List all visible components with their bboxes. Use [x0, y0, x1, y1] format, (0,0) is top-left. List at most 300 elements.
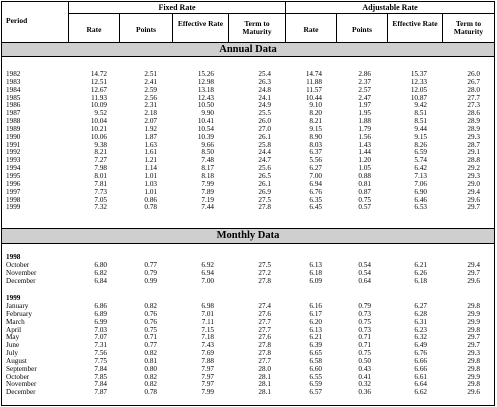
table-cell: 0.71 — [144, 333, 157, 342]
table-cell: 6.80 — [94, 261, 107, 269]
table-cell: 26.5 — [258, 171, 271, 180]
table-cell: 0.75 — [358, 349, 371, 358]
monthly-1998-adj-rate-column — [286, 262, 322, 286]
table-cell: 27.8 — [258, 341, 271, 350]
monthly-1999-adj-term-column — [443, 303, 480, 397]
table-cell: 10.09 — [90, 101, 107, 110]
table-cell: 6.76 — [309, 187, 322, 196]
table-cell: 0.80 — [144, 364, 157, 373]
table-cell: 8.18 — [201, 171, 214, 180]
table-cell: 24.4 — [258, 148, 271, 157]
table-cell: 6.90 — [414, 187, 427, 196]
table-cell: 6.92 — [201, 261, 214, 269]
table-cell: 28.9 — [467, 124, 480, 133]
table-cell: 29.9 — [467, 317, 480, 326]
table-cell: 29.8 — [467, 364, 480, 373]
table-cell: 7.32 — [94, 203, 107, 212]
table-cell: 8.21 — [94, 148, 107, 157]
table-cell: 29.2 — [467, 164, 480, 173]
table-cell: 9.90 — [201, 109, 214, 118]
table-cell: 1989 — [6, 124, 21, 133]
table-cell: 2.86 — [358, 70, 371, 78]
table-cell: 6.39 — [309, 341, 322, 350]
monthly-1999-fixed-rate-column — [69, 303, 107, 397]
adjustable-rate-group-header: Adjustable Rate — [362, 3, 418, 12]
table-cell: 27.3 — [467, 101, 480, 110]
annual-adj-points-column — [337, 71, 371, 212]
table-cell: 0.75 — [358, 317, 371, 326]
table-cell: 24.7 — [258, 156, 271, 165]
table-cell: 6.59 — [414, 148, 427, 157]
table-cell: 1987 — [6, 109, 21, 118]
table-cell: December — [6, 276, 36, 285]
table-cell: 0.75 — [144, 325, 157, 334]
monthly-1998-adj-points-column — [337, 262, 371, 286]
table-cell: 10.41 — [197, 117, 214, 126]
table-cell: 1982 — [6, 70, 21, 78]
header-divider — [228, 13, 229, 42]
table-cell: 1.95 — [358, 109, 371, 118]
table-cell: 6.55 — [309, 372, 322, 381]
table-cell: 6.23 — [414, 325, 427, 334]
table-cell: 9.38 — [94, 140, 107, 149]
table-cell: 0.77 — [144, 341, 157, 350]
table-cell: 24.8 — [258, 85, 271, 94]
table-cell: 6.64 — [414, 380, 427, 389]
table-cell: 28.6 — [467, 109, 480, 118]
table-cell: 7.87 — [94, 388, 107, 397]
table-cell: 0.81 — [358, 179, 371, 188]
table-cell: 0.76 — [144, 309, 157, 318]
table-cell: 2.56 — [144, 93, 157, 102]
table-cell: 7.69 — [201, 349, 214, 358]
period-header: Period — [6, 16, 28, 25]
table-cell: 9.44 — [414, 124, 427, 133]
table-cell: 7.43 — [201, 341, 214, 350]
table-cell: 6.86 — [94, 302, 107, 310]
table-cell: 6.16 — [309, 302, 322, 310]
table-cell: 1999 — [6, 203, 21, 212]
table-cell: 28.0 — [467, 85, 480, 94]
table-cell: 7.11 — [201, 317, 214, 326]
table-cell: 0.71 — [358, 341, 371, 350]
table-cell: June — [6, 341, 20, 350]
table-cell: November — [6, 380, 37, 389]
table-cell: 2.31 — [144, 101, 157, 110]
table-cell: 1.92 — [144, 124, 157, 133]
table-cell: 27.8 — [258, 276, 271, 285]
monthly-1998-fixed-rate-column — [69, 262, 107, 286]
table-cell: 29.3 — [467, 349, 480, 358]
table-cell: 29.3 — [467, 171, 480, 180]
table-cell: 10.06 — [90, 132, 107, 141]
table-cell: 15.26 — [197, 70, 214, 78]
fixed-term-col-header: Term to Maturity — [242, 19, 272, 36]
table-cell: 1998 — [6, 195, 21, 204]
table-cell: 9.15 — [414, 132, 427, 141]
table-cell: 2.37 — [358, 77, 371, 86]
table-cell: 6.82 — [94, 268, 107, 277]
table-cell: 0.43 — [358, 364, 371, 373]
table-cell: 0.54 — [358, 268, 371, 277]
table-cell: 27.7 — [258, 356, 271, 365]
table-cell: 0.73 — [358, 325, 371, 334]
table-cell: 1.21 — [144, 156, 157, 165]
table-cell: 0.77 — [144, 261, 157, 269]
table-cell: 12.05 — [410, 85, 427, 94]
table-cell: 0.32 — [358, 380, 371, 389]
table-cell: 0.82 — [144, 372, 157, 381]
header-divider — [119, 13, 120, 42]
year-1998-label: 1998 — [6, 253, 21, 261]
table-cell: January — [6, 302, 29, 310]
fixed-effective-col-header: Effective Rate — [177, 19, 224, 28]
table-cell: 27.7 — [258, 325, 271, 334]
mortgage-rate-table — [1, 1, 495, 406]
table-cell: 25.5 — [258, 109, 271, 118]
table-cell: 6.32 — [414, 333, 427, 342]
table-cell: 26.0 — [467, 70, 480, 78]
table-cell: 6.35 — [309, 195, 322, 204]
table-cell: 6.60 — [309, 364, 322, 373]
table-cell: 29.6 — [467, 388, 480, 397]
table-cell: 2.59 — [144, 85, 157, 94]
table-cell: 1.01 — [144, 187, 157, 196]
table-cell: 6.99 — [94, 317, 107, 326]
table-cell: 29.8 — [467, 325, 480, 334]
table-cell: 12.43 — [197, 93, 214, 102]
table-cell: 0.78 — [144, 388, 157, 397]
table-cell: 29.4 — [467, 187, 480, 196]
table-cell: 1990 — [6, 132, 21, 141]
table-cell: 28.1 — [258, 380, 271, 389]
table-cell: 29.9 — [467, 372, 480, 381]
table-cell: 6.21 — [309, 333, 322, 342]
table-cell: 0.75 — [358, 195, 371, 204]
table-cell: 7.97 — [201, 380, 214, 389]
table-cell: 10.04 — [90, 117, 107, 126]
table-cell: 10.39 — [197, 132, 214, 141]
table-cell: 0.81 — [144, 356, 157, 365]
year-1999-label: 1999 — [6, 294, 21, 302]
table-cell: 7.00 — [309, 171, 322, 180]
table-cell: 1984 — [6, 85, 21, 94]
annual-adj-effective-column — [388, 71, 427, 212]
table-cell: 7.75 — [94, 356, 107, 365]
table-cell: 2.57 — [358, 85, 371, 94]
table-cell: 9.15 — [309, 124, 322, 133]
table-cell: 0.54 — [358, 261, 371, 269]
table-cell: 27.8 — [258, 203, 271, 212]
table-cell: 7.99 — [201, 179, 214, 188]
table-cell: 7.19 — [201, 195, 214, 204]
header-divider — [285, 2, 286, 42]
table-cell: 6.61 — [414, 372, 427, 381]
table-cell: 6.45 — [309, 203, 322, 212]
table-cell: 29.8 — [467, 356, 480, 365]
table-cell: 1994 — [6, 164, 21, 173]
fixed-points-col-header: Points — [135, 25, 156, 34]
table-cell: 26.1 — [258, 179, 271, 188]
table-cell: 2.18 — [144, 109, 157, 118]
table-cell: 6.20 — [309, 317, 322, 326]
table-cell: 2.51 — [144, 70, 157, 78]
table-cell: 26.7 — [467, 77, 480, 86]
table-cell: 7.07 — [94, 333, 107, 342]
table-cell: 8.17 — [201, 164, 214, 173]
table-cell: 1992 — [6, 148, 21, 157]
table-cell: 6.66 — [414, 356, 427, 365]
table-cell: 29.7 — [467, 268, 480, 277]
table-cell: 7.85 — [94, 372, 107, 381]
table-cell: 28.1 — [258, 388, 271, 397]
table-cell: 8.90 — [309, 132, 322, 141]
table-cell: 1988 — [6, 117, 21, 126]
table-cell: 10.44 — [305, 93, 322, 102]
table-cell: 29.6 — [467, 195, 480, 204]
table-cell: 6.53 — [414, 203, 427, 212]
table-cell: 1993 — [6, 156, 21, 165]
table-cell: 12.33 — [410, 77, 427, 86]
table-cell: 25.6 — [258, 164, 271, 173]
table-cell: 2.41 — [144, 77, 157, 86]
table-cell: 1.97 — [358, 101, 371, 110]
table-cell: 7.05 — [94, 195, 107, 204]
table-cell: 0.71 — [358, 333, 371, 342]
table-cell: 1991 — [6, 140, 21, 149]
table-cell: 6.26 — [414, 268, 427, 277]
table-cell: 11.88 — [306, 77, 322, 86]
table-cell: 5.56 — [309, 156, 322, 165]
monthly-1998-period-column — [6, 262, 36, 286]
table-cell: 0.99 — [144, 276, 157, 285]
table-cell: 1.87 — [144, 132, 157, 141]
table-cell: 7.99 — [201, 388, 214, 397]
table-cell: 7.44 — [201, 203, 214, 212]
table-cell: 1996 — [6, 179, 21, 188]
table-cell: 1.43 — [358, 140, 371, 149]
table-cell: 11.57 — [306, 85, 322, 94]
table-cell: 28.0 — [258, 364, 271, 373]
table-cell: 8.21 — [309, 117, 322, 126]
header-divider — [387, 13, 388, 42]
annual-period-column — [6, 71, 20, 212]
table-cell: 28.8 — [467, 156, 480, 165]
table-cell: May — [6, 333, 20, 342]
annual-fixed-points-column — [120, 71, 157, 212]
table-cell: 6.13 — [309, 325, 322, 334]
table-cell: 0.87 — [358, 187, 371, 196]
table-cell: 6.76 — [414, 349, 427, 358]
table-cell: 7.98 — [94, 164, 107, 173]
table-cell: 6.58 — [309, 356, 322, 365]
table-cell: 1983 — [6, 77, 21, 86]
table-cell: 8.26 — [414, 140, 427, 149]
table-cell: 8.20 — [309, 109, 322, 118]
table-cell: 27.7 — [258, 317, 271, 326]
table-cell: 27.2 — [258, 268, 271, 277]
table-cell: 0.82 — [144, 380, 157, 389]
table-cell: 10.21 — [90, 124, 107, 133]
table-cell: 27.6 — [258, 309, 271, 318]
annual-data-band: Annual Data — [2, 42, 494, 57]
table-cell: 7.06 — [414, 179, 427, 188]
table-cell: 6.17 — [309, 309, 322, 318]
monthly-1999-period-column — [6, 303, 37, 397]
adj-rate-col-header: Rate — [303, 25, 319, 34]
table-cell: 6.84 — [94, 276, 107, 285]
table-cell: 27.0 — [258, 124, 271, 133]
table-cell: 29.0 — [467, 179, 480, 188]
table-cell: 28.7 — [467, 140, 480, 149]
table-cell: 1995 — [6, 171, 21, 180]
table-cell: November — [6, 268, 37, 277]
table-cell: 29.8 — [467, 380, 480, 389]
adj-effective-col-header: Effective Rate — [392, 19, 438, 28]
table-cell: 6.49 — [414, 341, 427, 350]
table-cell: 6.89 — [94, 309, 107, 318]
table-cell: 7.03 — [94, 325, 107, 334]
table-cell: 29.6 — [467, 276, 480, 285]
table-cell: 29.7 — [467, 341, 480, 350]
table-cell: 9.10 — [309, 101, 322, 110]
table-cell: 6.94 — [201, 268, 214, 277]
table-cell: 7.84 — [94, 380, 107, 389]
table-cell: 7.48 — [201, 156, 214, 165]
table-cell: 0.64 — [358, 276, 371, 285]
table-cell: 0.79 — [144, 268, 157, 277]
table-cell: 6.59 — [309, 380, 322, 389]
table-cell: 14.74 — [305, 70, 322, 78]
table-cell: 8.51 — [414, 117, 427, 126]
table-cell: 1.03 — [144, 179, 157, 188]
table-cell: 24.9 — [258, 101, 271, 110]
monthly-1999-adj-rate-column — [286, 303, 322, 397]
table-cell: 7.97 — [201, 364, 214, 373]
table-cell: 29.8 — [467, 302, 480, 310]
table-cell: April — [6, 325, 22, 334]
monthly-1998-fixed-term-column — [229, 262, 271, 286]
monthly-1998-fixed-points-column — [120, 262, 157, 286]
table-cell: 1.56 — [358, 132, 371, 141]
table-cell: 28.9 — [467, 117, 480, 126]
table-cell: 28.1 — [258, 372, 271, 381]
table-cell: 6.46 — [414, 195, 427, 204]
table-cell: 6.57 — [309, 388, 322, 397]
table-cell: 11.93 — [91, 93, 107, 102]
table-cell: 6.98 — [201, 302, 214, 310]
table-cell: 1986 — [6, 101, 21, 110]
table-cell: 7.31 — [94, 341, 107, 350]
table-cell: 6.62 — [414, 388, 427, 397]
annual-adj-term-column — [443, 71, 480, 212]
table-cell: 29.4 — [467, 261, 480, 269]
table-cell: July — [6, 349, 18, 358]
monthly-1998-adj-term-column — [443, 262, 480, 286]
table-cell: 1.63 — [144, 140, 157, 149]
table-cell: 10.54 — [197, 124, 214, 133]
table-cell: 6.18 — [309, 268, 322, 277]
table-cell: 26.0 — [258, 117, 271, 126]
table-cell: 26.9 — [258, 187, 271, 196]
table-cell: 0.73 — [358, 309, 371, 318]
table-cell: 29.9 — [467, 309, 480, 318]
table-cell: 12.51 — [90, 77, 107, 86]
table-cell: 6.27 — [309, 164, 322, 173]
table-cell: 27.8 — [258, 349, 271, 358]
table-cell: 6.28 — [414, 309, 427, 318]
table-cell: 7.27 — [94, 156, 107, 165]
group-header-rule — [68, 13, 494, 14]
table-cell: 26.3 — [258, 77, 271, 86]
table-cell: October — [6, 261, 30, 269]
header-divider — [68, 2, 69, 42]
table-cell: 7.13 — [414, 171, 427, 180]
table-cell: 0.41 — [358, 372, 371, 381]
monthly-1998-fixed-effective-column — [173, 262, 214, 286]
fixed-rate-col-header: Rate — [86, 25, 102, 34]
table-cell: 25.8 — [258, 140, 271, 149]
table-cell: 0.82 — [144, 302, 157, 310]
table-cell: 10.87 — [410, 93, 427, 102]
table-cell: 0.57 — [358, 203, 371, 212]
table-cell: 27.5 — [258, 261, 271, 269]
monthly-1999-adj-effective-column — [388, 303, 427, 397]
table-cell: 13.18 — [197, 85, 214, 94]
table-cell: 7.18 — [201, 333, 214, 342]
table-cell: March — [6, 317, 25, 326]
table-cell: 0.86 — [144, 195, 157, 204]
table-cell: 8.03 — [309, 140, 322, 149]
table-cell: 0.82 — [144, 349, 157, 358]
table-cell: 7.56 — [94, 349, 107, 358]
table-cell: 6.94 — [309, 179, 322, 188]
table-cell: 8.50 — [201, 148, 214, 157]
table-cell: 7.73 — [94, 187, 107, 196]
table-cell: 27.4 — [258, 302, 271, 310]
table-cell: 14.72 — [90, 70, 107, 78]
header-divider — [442, 13, 443, 42]
table-cell: 26.1 — [258, 132, 271, 141]
table-cell: 7.84 — [94, 364, 107, 373]
annual-fixed-rate-column — [69, 71, 107, 212]
table-cell: 1997 — [6, 187, 21, 196]
table-cell: 0.36 — [358, 388, 371, 397]
table-cell: 6.13 — [309, 261, 322, 269]
monthly-1999-fixed-points-column — [120, 303, 157, 397]
table-cell: 7.97 — [201, 372, 214, 381]
table-cell: 7.15 — [201, 325, 214, 334]
table-cell: 10.50 — [197, 101, 214, 110]
table-cell: 6.18 — [414, 276, 427, 285]
table-cell: 6.37 — [309, 148, 322, 157]
monthly-data-band: Monthly Data — [2, 228, 494, 244]
annual-adj-rate-column — [286, 71, 322, 212]
table-cell: 7.81 — [94, 179, 107, 188]
table-cell: September — [6, 364, 37, 373]
table-cell: 1.20 — [358, 156, 371, 165]
table-cell: 29.3 — [467, 132, 480, 141]
table-cell: 6.31 — [414, 317, 427, 326]
table-cell: February — [6, 309, 32, 318]
header-divider — [336, 13, 337, 42]
table-cell: 1.44 — [358, 148, 371, 157]
annual-fixed-term-column — [229, 71, 271, 212]
table-cell: 29.7 — [467, 333, 480, 342]
table-cell: 1.79 — [358, 124, 371, 133]
adj-term-col-header: Term to Maturity — [453, 19, 484, 36]
table-cell: 8.51 — [414, 109, 427, 118]
